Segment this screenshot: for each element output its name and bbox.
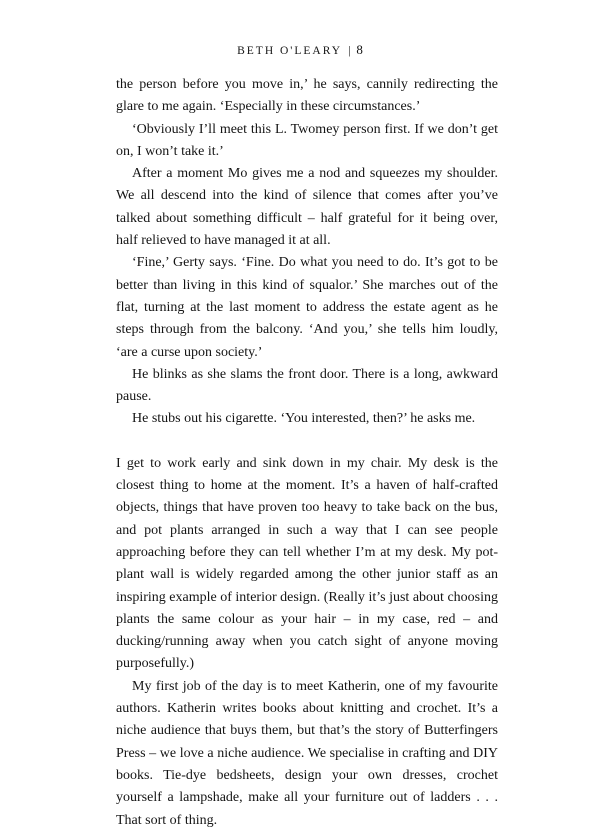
- paragraph: ‘Obviously I’ll meet this L. Twomey person first. If we don’t get on, I won’t take it.’: [116, 121, 498, 159]
- paragraph: ‘Fine,’ Gerty says. ‘Fine. Do what you need to do. It’s got to be better than living in this kind of squalor.’ She marches out of the flat, turning at the last moment to address the estate agent as he steps through from the balcony. ‘And you,’ she tells him loudly, ‘are a curse upon society.’: [116, 255, 498, 360]
- paragraph-continuation: the person before you move in,’ he says, cannily redirecting the glare to me again. ‘Especially in these circumstances.’: [116, 77, 498, 115]
- author-name: BETH O'LEARY: [237, 45, 343, 57]
- section-opening-paragraph: I get to work early and sink down in my chair. My desk is the closest thing to home at the moment. It’s a haven of half-crafted objects, things that have proven too heavy to take back on the bus, and pot plants arranged in such a way that I can see people approaching before they can tell whether I’m at my desk. My pot-plant wall is widely regarded among the other junior staff as an inspiring example of interior design. (Really it’s just about choosing plants the same colour as your hair – in my case, red – and ducking/running away when you catch sight of anyone moving purposefully.): [116, 455, 498, 672]
- page-number: 8: [356, 42, 363, 57]
- paragraph: He stubs out his cigarette. ‘You interested, then?’ he asks me.: [132, 411, 476, 427]
- running-head: [0, 42, 600, 58]
- header-separator: |: [348, 45, 351, 57]
- paragraph: My first job of the day is to meet Katherin, one of my favourite authors. Katherin writes books about knitting and crochet. It’s a niche audience that buys them, but that’s the story of Butterfingers Press – we love a niche audience. We specialise in crafting and DIY books. Tie-dye bedsheets, design your own dresses, crochet yourself a lampshade, make all your furniture out of ladders . . . That sort of thing.: [116, 678, 498, 828]
- paragraph: After a moment Mo gives me a nod and squeezes my shoulder. We all descend into the kind of silence that comes after you’ve talked about something difficult – half grateful for it being over, half relieved to have managed it at all.: [116, 166, 498, 249]
- paragraph: He blinks as she slams the front door. There is a long, awkward pause.: [116, 366, 498, 405]
- body-text: [116, 74, 498, 832]
